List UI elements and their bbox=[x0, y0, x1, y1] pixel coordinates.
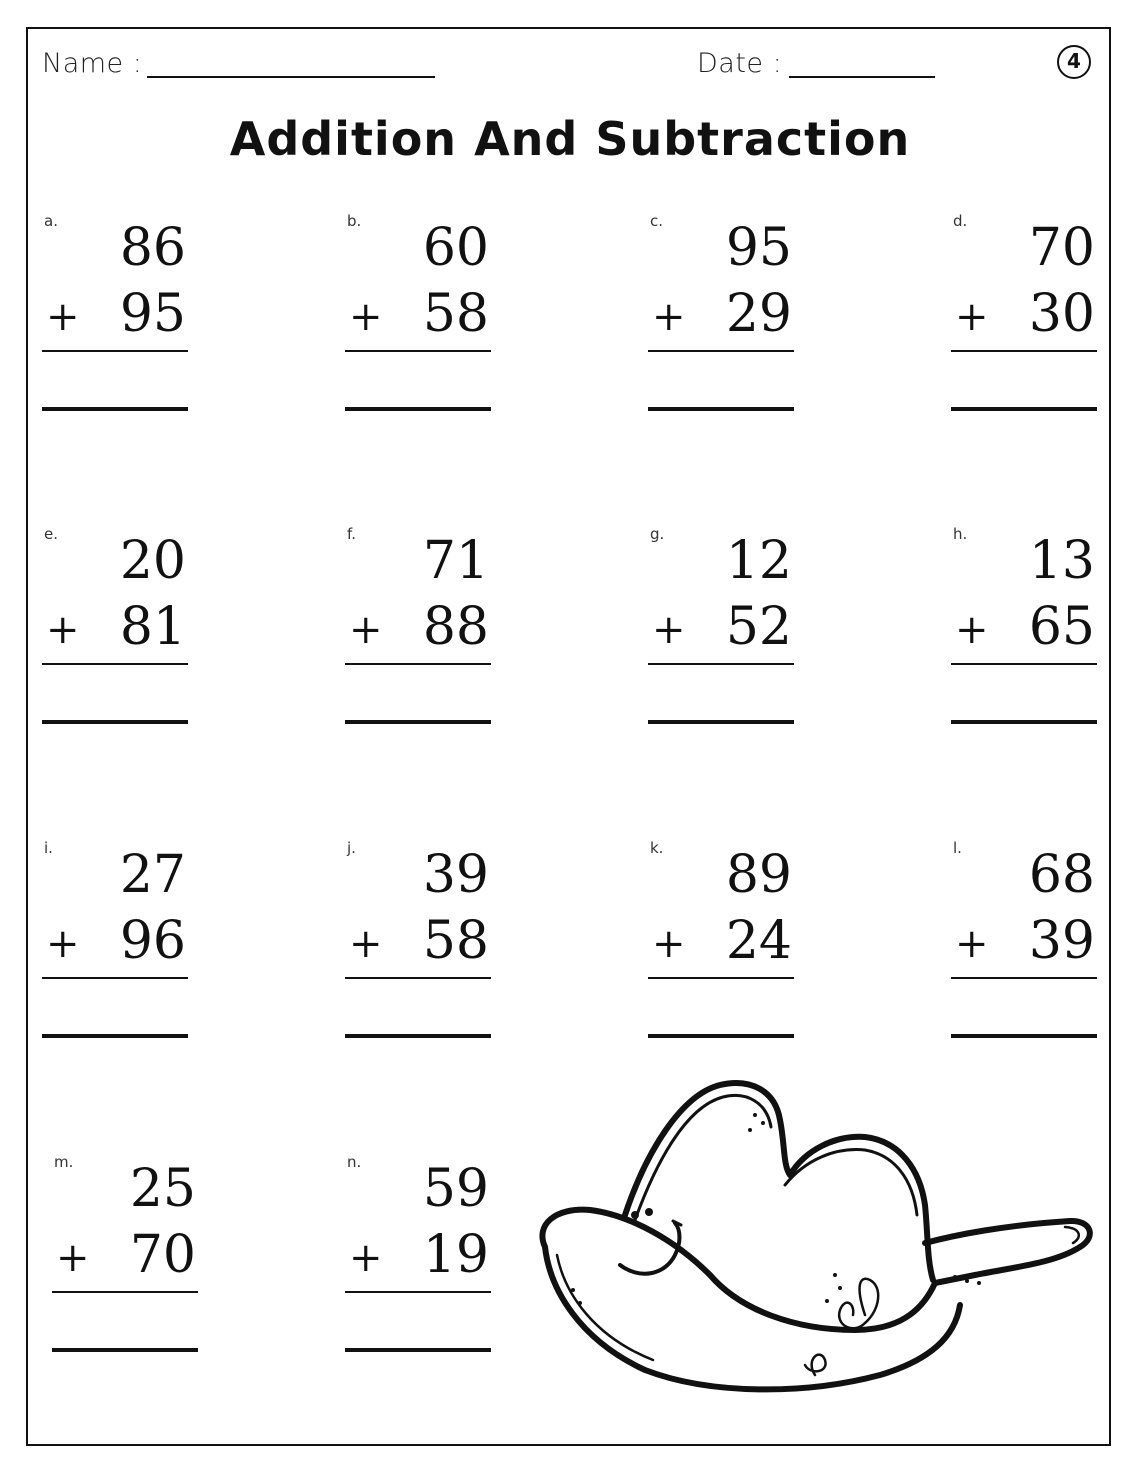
problem-label: c. bbox=[650, 212, 664, 230]
sum-line bbox=[42, 977, 188, 979]
plus-sign: + bbox=[955, 607, 989, 653]
sum-line bbox=[42, 663, 188, 665]
worksheet-title: Addition And Subtraction bbox=[229, 112, 911, 166]
plus-sign: + bbox=[46, 294, 80, 340]
problem-f bbox=[345, 525, 495, 725]
answer-line[interactable] bbox=[42, 720, 188, 724]
top-operand: 86 bbox=[119, 218, 186, 278]
problem-label: i. bbox=[44, 839, 53, 857]
plus-sign: + bbox=[46, 921, 80, 967]
answer-line[interactable] bbox=[345, 720, 491, 724]
answer-line[interactable] bbox=[345, 1034, 491, 1038]
answer-line[interactable] bbox=[648, 720, 794, 724]
problem-g bbox=[648, 525, 798, 725]
plus-sign: + bbox=[652, 294, 686, 340]
answer-line[interactable] bbox=[42, 1034, 188, 1038]
sum-line bbox=[42, 350, 188, 352]
answer-line[interactable] bbox=[52, 1348, 198, 1352]
answer-line[interactable] bbox=[42, 407, 188, 411]
plus-sign: + bbox=[652, 607, 686, 653]
top-operand: 12 bbox=[725, 531, 792, 591]
bottom-operand: 24 bbox=[725, 911, 792, 971]
bottom-operand: 30 bbox=[1028, 284, 1095, 344]
sum-line bbox=[648, 350, 794, 352]
problem-label: n. bbox=[347, 1153, 362, 1171]
sum-line bbox=[648, 663, 794, 665]
problem-k bbox=[648, 839, 798, 1039]
plus-sign: + bbox=[46, 607, 80, 653]
name-label: Name : bbox=[42, 48, 143, 79]
plus-sign: + bbox=[652, 921, 686, 967]
plus-sign: + bbox=[955, 294, 989, 340]
top-operand: 20 bbox=[119, 531, 186, 591]
problem-label: a. bbox=[44, 212, 58, 230]
problem-n bbox=[345, 1153, 495, 1353]
top-operand: 25 bbox=[129, 1159, 196, 1219]
problem-c bbox=[648, 212, 798, 412]
top-operand: 95 bbox=[725, 218, 792, 278]
top-operand: 59 bbox=[422, 1159, 489, 1219]
problem-label: f. bbox=[347, 525, 356, 543]
problem-label: l. bbox=[953, 839, 962, 857]
bottom-operand: 88 bbox=[422, 597, 489, 657]
problem-b bbox=[345, 212, 495, 412]
problem-label: g. bbox=[650, 525, 665, 543]
answer-line[interactable] bbox=[345, 407, 491, 411]
page-number-badge: 4 bbox=[1057, 45, 1091, 79]
answer-line[interactable] bbox=[345, 1348, 491, 1352]
sum-line bbox=[951, 663, 1097, 665]
date-label: Date : bbox=[697, 48, 783, 79]
sum-line bbox=[345, 350, 491, 352]
bottom-operand: 70 bbox=[129, 1225, 196, 1285]
answer-line[interactable] bbox=[648, 407, 794, 411]
top-operand: 39 bbox=[422, 845, 489, 905]
bottom-operand: 19 bbox=[422, 1225, 489, 1285]
top-operand: 70 bbox=[1028, 218, 1095, 278]
problem-label: e. bbox=[44, 525, 58, 543]
bottom-operand: 58 bbox=[422, 911, 489, 971]
bottom-operand: 29 bbox=[725, 284, 792, 344]
bottom-operand: 81 bbox=[119, 597, 186, 657]
sum-line bbox=[345, 977, 491, 979]
problem-i bbox=[42, 839, 192, 1039]
top-operand: 13 bbox=[1028, 531, 1095, 591]
bottom-operand: 96 bbox=[119, 911, 186, 971]
problem-e bbox=[42, 525, 192, 725]
sum-line bbox=[951, 977, 1097, 979]
answer-line[interactable] bbox=[951, 1034, 1097, 1038]
answer-line[interactable] bbox=[648, 1034, 794, 1038]
problem-l bbox=[951, 839, 1101, 1039]
sum-line bbox=[648, 977, 794, 979]
plus-sign: + bbox=[955, 921, 989, 967]
date-field[interactable] bbox=[789, 76, 935, 78]
problem-label: b. bbox=[347, 212, 362, 230]
problem-d bbox=[951, 212, 1101, 412]
name-field[interactable] bbox=[147, 76, 435, 78]
sum-line bbox=[52, 1291, 198, 1293]
sum-line bbox=[951, 350, 1097, 352]
problem-label: d. bbox=[953, 212, 968, 230]
top-operand: 89 bbox=[725, 845, 792, 905]
answer-line[interactable] bbox=[951, 720, 1097, 724]
bottom-operand: 65 bbox=[1028, 597, 1095, 657]
answer-line[interactable] bbox=[951, 407, 1097, 411]
bottom-operand: 58 bbox=[422, 284, 489, 344]
problem-label: m. bbox=[54, 1153, 74, 1171]
problem-a bbox=[42, 212, 192, 412]
plus-sign: + bbox=[349, 294, 383, 340]
plus-sign: + bbox=[56, 1235, 90, 1281]
bottom-operand: 95 bbox=[119, 284, 186, 344]
bottom-operand: 39 bbox=[1028, 911, 1095, 971]
sum-line bbox=[345, 663, 491, 665]
plus-sign: + bbox=[349, 1235, 383, 1281]
problem-label: k. bbox=[650, 839, 664, 857]
hat-icon bbox=[535, 1075, 1100, 1395]
problem-m bbox=[52, 1153, 202, 1353]
problem-label: j. bbox=[347, 839, 356, 857]
top-operand: 60 bbox=[422, 218, 489, 278]
plus-sign: + bbox=[349, 607, 383, 653]
plus-sign: + bbox=[349, 921, 383, 967]
top-operand: 27 bbox=[119, 845, 186, 905]
top-operand: 68 bbox=[1028, 845, 1095, 905]
bottom-operand: 52 bbox=[725, 597, 792, 657]
problem-label: h. bbox=[953, 525, 968, 543]
top-operand: 71 bbox=[422, 531, 489, 591]
problem-h bbox=[951, 525, 1101, 725]
sum-line bbox=[345, 1291, 491, 1293]
problem-j bbox=[345, 839, 495, 1039]
